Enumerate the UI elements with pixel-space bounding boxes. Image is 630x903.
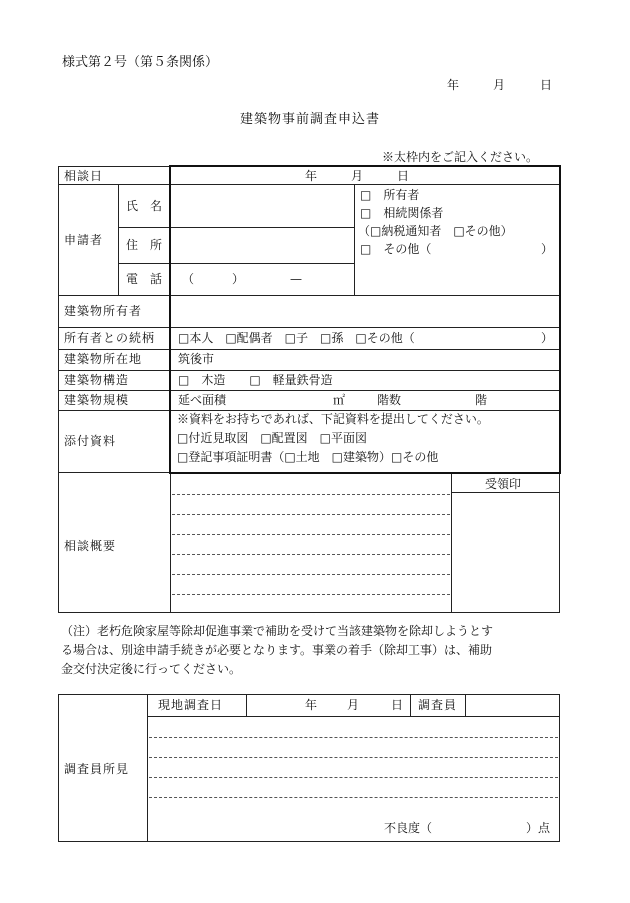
footnote-line-2: る場合は、別途申請手続きが必要となります。事業の着手（除却工事）は、補助 — [61, 643, 493, 657]
relation-other-close: ） — [541, 242, 554, 256]
consult-year-field[interactable]: 年 — [305, 169, 318, 183]
location-label: 建築物所在地 — [64, 352, 143, 366]
fill-instruction: ※太枠内をご記入ください。 — [382, 150, 539, 164]
structure-options[interactable]: □ 木造 □ 軽量鉄骨造 — [178, 373, 333, 387]
consult-month-field[interactable]: 月 — [351, 169, 364, 183]
phone-dash: — — [290, 272, 302, 286]
floors-label: 階数 — [377, 393, 402, 407]
document-title: 建築物事前調査申込書 — [240, 112, 381, 127]
phone-open: （ — [182, 272, 195, 286]
inspector-findings-label: 調査員所見 — [64, 762, 130, 776]
attachments-label: 添付資料 — [64, 434, 117, 448]
relationship-close: ） — [541, 331, 554, 345]
scale-label: 建築物規模 — [64, 393, 130, 407]
address-label: 住 所 — [126, 238, 163, 252]
applicant-label: 申請者 — [64, 233, 104, 247]
defect-score-label: 不良度（ — [384, 821, 433, 835]
relation-other-checkbox[interactable]: □ その他（ — [360, 242, 432, 256]
header-day-label: 日 — [540, 78, 553, 92]
phone-close: ） — [232, 272, 245, 286]
inspector-name-field[interactable] — [467, 696, 557, 715]
receipt-stamp-label: 受領印 — [485, 477, 522, 491]
consult-day-field[interactable]: 日 — [397, 169, 410, 183]
attachments-instruction: ※資料をお持ちであれば、下記資料を提出してください。 — [177, 412, 489, 426]
relationship-label: 所有者との続柄 — [64, 331, 156, 345]
consult-date-label: 相談日 — [64, 169, 104, 183]
receipt-stamp-box — [453, 494, 558, 611]
survey-date-label: 現地調査日 — [158, 698, 224, 712]
footnote-line-1: （注）老朽危険家屋等除却促進事業で補助を受けて当該建築物を除却しようとす — [61, 624, 494, 638]
form-number: 様式第２号（第５条関係） — [62, 55, 219, 70]
inspector-name-label: 調査員 — [418, 698, 458, 712]
relation-owner-checkbox[interactable]: □ 所有者 — [360, 188, 420, 202]
survey-year-field[interactable]: 年 — [305, 698, 318, 712]
phone-label: 電 話 — [126, 272, 163, 286]
relation-heir-sub-options[interactable]: （□納税通知者 □その他） — [358, 224, 513, 238]
floor-area-label: 延べ面積 — [178, 393, 227, 407]
floors-unit: 階 — [475, 393, 488, 407]
location-value[interactable]: 筑後市 — [178, 352, 215, 366]
attachments-options-1[interactable]: □付近見取図 □配置図 □平面図 — [177, 431, 368, 445]
summary-input-area[interactable] — [172, 474, 450, 611]
header-year-label: 年 — [447, 78, 460, 92]
building-owner-label: 建築物所有者 — [64, 304, 143, 318]
survey-month-field[interactable]: 月 — [347, 698, 360, 712]
attachments-options-2[interactable]: □登記事項証明書（□土地 □建築物）□その他 — [177, 450, 439, 464]
relationship-options[interactable]: □本人 □配偶者 □子 □孫 □その他（ — [178, 331, 415, 345]
relation-heir-checkbox[interactable]: □ 相続関係者 — [360, 206, 444, 220]
floor-area-unit: ㎡ — [333, 393, 346, 407]
header-month-label: 月 — [493, 78, 506, 92]
survey-day-field[interactable]: 日 — [391, 698, 404, 712]
structure-label: 建築物構造 — [64, 373, 130, 387]
footnote-line-3: 金交付決定後に行ってください。 — [61, 662, 242, 676]
defect-score-close: ）点 — [526, 821, 551, 835]
name-label: 氏 名 — [126, 199, 163, 213]
findings-input-area[interactable] — [149, 718, 558, 818]
summary-label: 相談概要 — [64, 539, 117, 553]
